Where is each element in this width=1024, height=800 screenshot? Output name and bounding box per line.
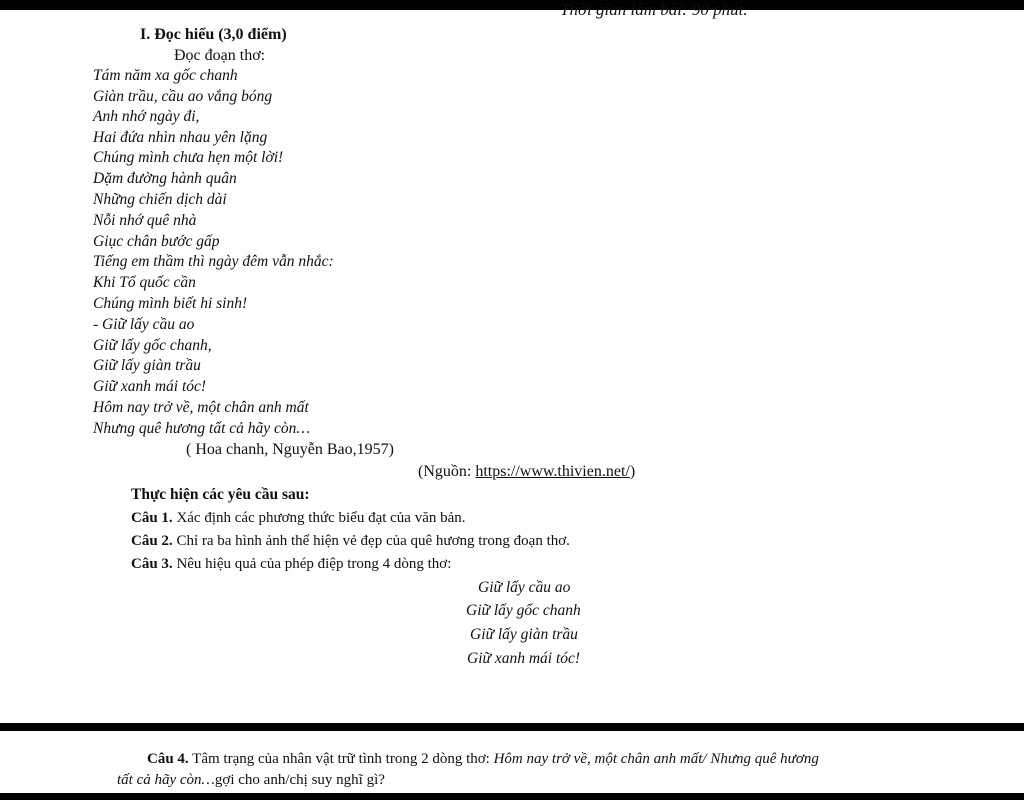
exam-time-note: Thời gian làm bài: 90 phút.: [560, 0, 748, 19]
poem-line: Tiếng em thầm thì ngày đêm vẫn nhắc:: [93, 253, 334, 270]
question-4-line-2: [117, 773, 385, 788]
question-2: [131, 534, 570, 549]
poem-line: Giục chân bước gấp: [93, 233, 220, 250]
poem-line: Anh nhớ ngày đi,: [93, 108, 200, 125]
quote-line: Giữ xanh mái tóc!: [467, 650, 581, 667]
question-2-text: Chỉ ra ba hình ảnh thể hiện vẻ đẹp của quê hương trong đoạn thơ.: [172, 533, 570, 549]
poem-line: Giữ lấy giàn trầu: [93, 357, 201, 374]
poem-line: Những chiến dịch dài: [93, 191, 227, 208]
question-4-quote-a: Hôm nay trở về, một chân anh mất/ Nhưng quê hương: [493, 751, 819, 767]
source-prefix: (Nguồn:: [418, 463, 476, 480]
poem-line: Tám năm xa gốc chanh: [93, 67, 238, 84]
poem-attribution: ( Hoa chanh, Nguyễn Bao,1957): [186, 441, 394, 458]
question-3-text: Nêu hiệu quả của phép điệp trong 4 dòng thơ:: [172, 556, 452, 572]
question-2-label: Câu 2.: [131, 533, 173, 549]
quote-line: Giữ lấy giàn trầu: [470, 626, 578, 643]
poem-line: Chúng mình biết hi sinh!: [93, 295, 248, 312]
question-1-text: Xác định các phương thức biểu đạt của văn bản.: [172, 510, 466, 526]
poem-line: Giữ xanh mái tóc!: [93, 378, 207, 395]
source-link[interactable]: https://www.thivien.net/: [475, 463, 630, 480]
poem-line: Hôm nay trở về, một chân anh mất: [93, 399, 309, 416]
section-title: I. Đọc hiểu (3,0 điểm): [140, 26, 287, 43]
question-4-text-a: Tâm trạng của nhân vật trữ tình trong 2 dòng thơ:: [188, 751, 494, 767]
poem-line: Chúng mình chưa hẹn một lời!: [93, 149, 284, 166]
question-4-quote-b: tất cả hãy còn…: [117, 772, 215, 788]
question-4-line-1: [147, 752, 819, 767]
reading-instruction: Đọc đoạn thơ:: [174, 47, 266, 64]
source-suffix: ): [629, 463, 636, 480]
poem-line: Dặm đường hành quân: [93, 170, 237, 187]
exam-page-bottom: [0, 731, 1024, 793]
question-4-label: Câu 4.: [147, 751, 189, 767]
poem-line: Khi Tổ quốc cần: [93, 274, 196, 291]
source-line: [418, 464, 635, 480]
question-4-text-b: gợi cho anh/chị suy nghĩ gì?: [214, 772, 385, 788]
poem-line: Nhưng quê hương tất cả hãy còn…: [93, 420, 311, 437]
poem-line: Giàn trầu, cầu ao vắng bóng: [93, 88, 273, 105]
question-3: [131, 557, 451, 572]
question-1-label: Câu 1.: [131, 510, 173, 526]
poem-line: Nỗi nhớ quê nhà: [93, 212, 197, 229]
quote-line: Giữ lấy cầu ao: [478, 579, 571, 596]
poem-line: Hai đứa nhìn nhau yên lặng: [93, 129, 268, 146]
question-3-label: Câu 3.: [131, 556, 173, 572]
questions-heading: Thực hiện các yêu cầu sau:: [131, 486, 310, 503]
poem-line: - Giữ lấy cầu ao: [93, 316, 195, 333]
question-1: [131, 511, 466, 526]
poem-line: Giữ lấy gốc chanh,: [93, 337, 212, 354]
quote-line: Giữ lấy gốc chanh: [466, 602, 581, 619]
